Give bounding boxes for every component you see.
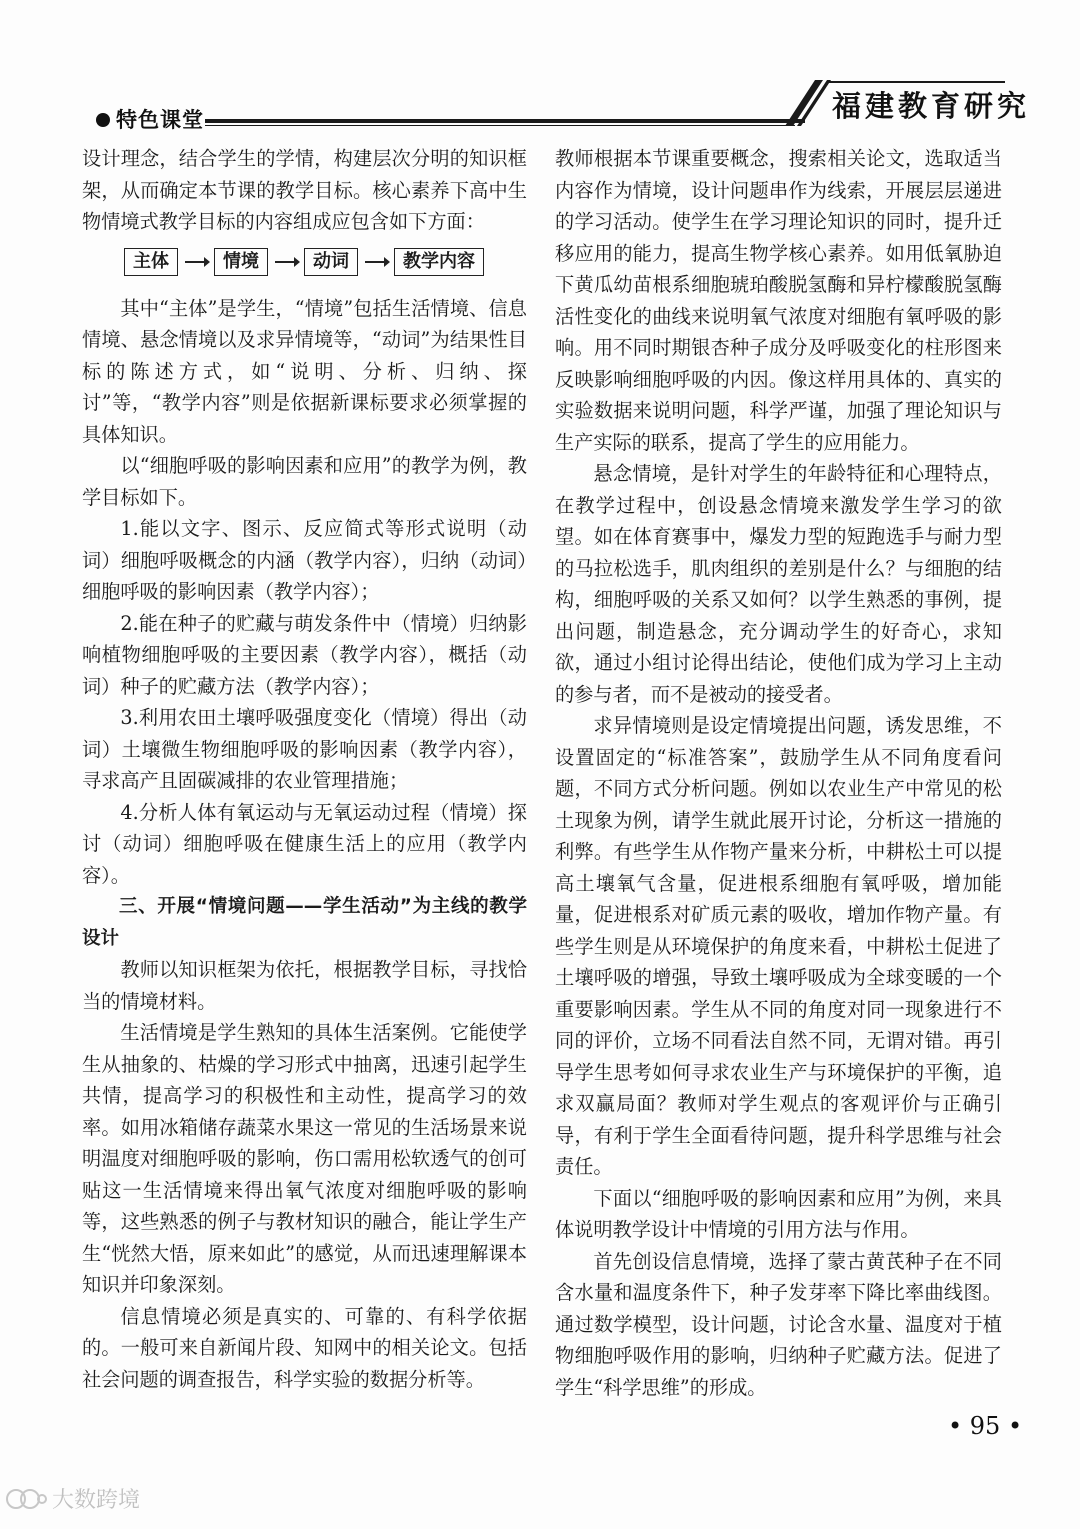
paragraph: 以“细胞呼吸的影响因素和应用”的教学为例，教学目标如下。 bbox=[82, 454, 527, 509]
left-column bbox=[82, 143, 527, 1395]
paragraph: 其中“主体”是学生，“情境”包括生活情境、信息情境、悬念情境以及求异情境等，“动词”为结果性目标的陈述方式，如“说明、分析、归纳、探讨”等，“教学内容”则是依据新课标要求必须掌握的具体知识。 bbox=[82, 296, 527, 446]
paragraph: 悬念情境，是针对学生的年龄特征和心理特点，在教学过程中，创设悬念情境来激发学生学习的欲望。如在体育赛事中，爆发力型的短跑选手与耐力型的马拉松选手，肌肉组织的差别是什么？与细胞的结构，细胞呼吸的关系又如何？以学生熟悉的事例，提出问题，制造悬念，充分调动学生的好奇心，求知欲，通过小组讨论得出结论，使他们成为学习上主动的参与者，而不是被动的接受者。 bbox=[555, 462, 1002, 706]
paragraph: 教师以知识框架为依托，根据教学目标，寻找恰当的情境材料。 bbox=[82, 958, 527, 1013]
arrow-right-icon bbox=[182, 252, 210, 272]
paragraph: 生活情境是学生熟知的具体生活案例。它能使学生从抽象的、枯燥的学习形式中抽离，迅速引起学生共情，提高学习的积极性和主动性，提高学习的效率。如用冰箱储存蔬菜水果这一常见的生活场景来说明温度对细胞呼吸的影响，伤口需用松软透气的创可贴这一生活情境来得出氧气浓度对细胞呼吸的影响等，这些熟悉的例子与教材知识的融合，能让学生产生“恍然大悟，原来如此”的感觉，从而迅速理解课本知识并印象深刻。 bbox=[82, 1021, 527, 1296]
bullet-icon bbox=[96, 113, 110, 127]
flow-box-verb: 动词 bbox=[304, 248, 358, 276]
section-tag bbox=[96, 104, 204, 134]
section-heading: 三、开展“情境问题——学生活动”为主线的教学设计 bbox=[82, 896, 527, 949]
paragraph: 教师根据本节课重要概念，搜索相关论文，选取适当内容作为情境，设计问题串作为线索，开展层层递进的学习活动。使学生在学习理论知识的同时，提升迁移应用的能力，提高生物学核心素养。如用低氧胁迫下黄瓜幼苗根系细胞琥珀酸脱氢酶和异柠檬酸脱氢酶活性变化的曲线来说明氧气浓度对细胞有氧呼吸的影响。用不同时期银杏种子成分及呼吸变化的柱形图来反映影响细胞呼吸的内因。像这样用具体的、真实的实验数据来说明问题，科学严谨，加强了理论知识与生产实际的联系，提高了学生的应用能力。 bbox=[555, 147, 1002, 454]
objective-item-4: 4.分析人体有氧运动与无氧运动过程（情境）探讨（动词）细胞呼吸在健康生活上的应用（教学内容）。 bbox=[82, 800, 527, 887]
objective-item-1: 1.能以文字、图示、反应简式等形式说明（动词）细胞呼吸概念的内涵（教学内容），归纳（动词）细胞呼吸的影响因素（教学内容）； bbox=[82, 517, 527, 603]
watermark-logo-icon bbox=[4, 1485, 48, 1513]
paragraph: 下面以“细胞呼吸的影响因素和应用”为例，来具体说明教学设计中情境的引用方法与作用。 bbox=[555, 1186, 1002, 1241]
paragraph: 信息情境必须是真实的、可靠的、有科学依据的。一般可来自新闻片段、知网中的相关论文。包括社会问题的调查报告，科学实验的数据分析等。 bbox=[82, 1304, 527, 1391]
page-number: • 95 • bbox=[948, 1412, 1023, 1440]
header-rule-thin bbox=[205, 125, 795, 126]
objective-item-3: 3.利用农田土壤呼吸强度变化（情境）得出（动词）土壤微生物细胞呼吸的影响因素（教学内容），寻求高产且固碳减排的农业管理措施； bbox=[82, 706, 527, 792]
paragraph: 首先创设信息情境，选择了蒙古黄芪种子在不同含水量和温度条件下，种子发芽率下降比率曲线图。通过数学模型，设计问题，讨论含水量、温度对于植物细胞呼吸作用的影响，归纳种子贮藏方法。促进了学生“科学思维”的形成。 bbox=[555, 1249, 1002, 1399]
journal-banner bbox=[785, 80, 1031, 128]
journal-title: 福建教育研究 bbox=[832, 89, 1031, 123]
objective-item-2: 2.能在种子的贮藏与萌发条件中（情境）归纳影响植物细胞呼吸的主要因素（教学内容），概括（动词）种子的贮藏方法（教学内容）； bbox=[82, 611, 527, 698]
header-rule bbox=[205, 119, 805, 123]
intro-paragraph: 设计理念，结合学生的学情，构建层次分明的知识框架，从而确定本节课的教学目标。核心素养下高中生物情境式教学目标的内容组成应包含如下方面： bbox=[82, 147, 527, 233]
right-column bbox=[555, 143, 1002, 1403]
flow-box-content: 教学内容 bbox=[394, 248, 484, 276]
flow-box-subject: 主体 bbox=[124, 248, 178, 276]
objective-flow-diagram bbox=[124, 242, 527, 282]
watermark-text: 大数跨境 bbox=[52, 1488, 141, 1513]
arrow-right-icon bbox=[362, 252, 390, 272]
section-tag-label: 特色课堂 bbox=[116, 108, 204, 132]
watermark bbox=[4, 1483, 140, 1514]
paragraph: 求异情境则是设定情境提出问题，诱发思维，不设置固定的“标准答案”，鼓励学生从不同角度看问题，不同方式分析问题。例如以农业生产中常见的松土现象为例，请学生就此展开讨论，分析这一措施的利弊。有些学生从作物产量来分析，中耕松土可以提高土壤氧气含量，促进根系细胞有氧呼吸，增加能量，促进根系对矿质元素的吸收，增加作物产量。有些学生则是从环境保护的角度来看，中耕松土促进了土壤呼吸的增强，导致土壤呼吸成为全球变暖的一个重要影响因素。学生从不同的角度对同一现象进行不同的评价，立场不同看法自然不同，无谓对错。再引导学生思考如何寻求农业生产与环境保护的平衡，追求双赢局面？教师对学生观点的客观评价与正确引导，有利于学生全面看待问题，提升科学思维与社会责任。 bbox=[555, 714, 1002, 1178]
flow-box-context: 情境 bbox=[214, 248, 268, 276]
page-header bbox=[0, 60, 1080, 140]
arrow-right-icon bbox=[272, 252, 300, 272]
